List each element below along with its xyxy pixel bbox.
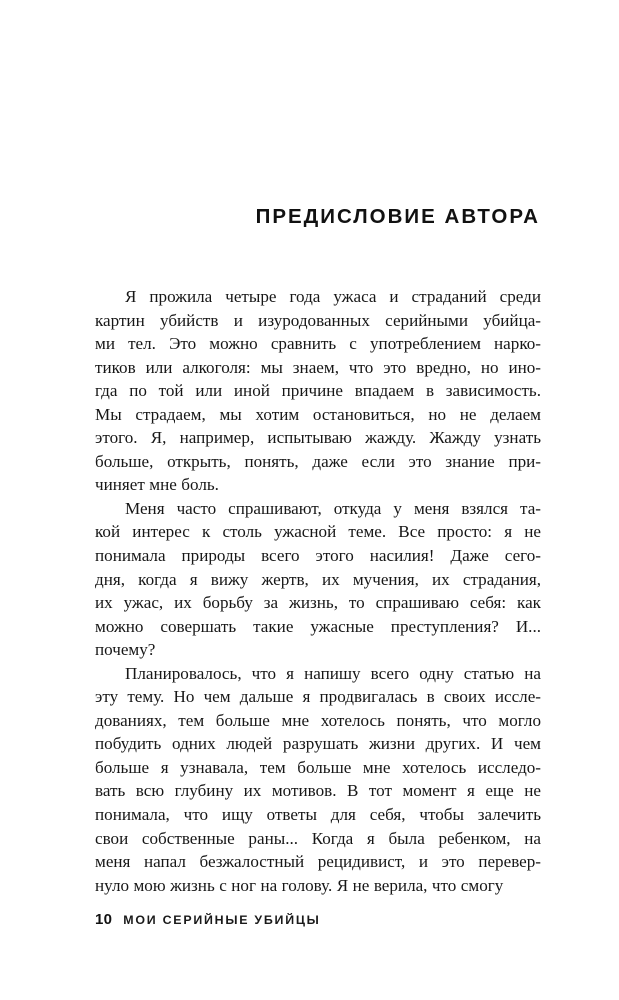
- text-line: дня, когда я вижу жертв, их мучения, их страдания,: [95, 569, 541, 589]
- page-footer: [95, 911, 321, 928]
- text-line: больше, открыть, понять, даже если это знание при-: [95, 451, 541, 471]
- running-head: МОИ СЕРИЙНЫЕ УБИЙЦЫ: [123, 913, 321, 927]
- paragraph-2: [95, 497, 541, 662]
- text-line: картин убийств и изуродованных серийными убийца-: [95, 310, 541, 330]
- page-title: ПРЕДИСЛОВИЕ АВТОРА: [255, 204, 540, 228]
- text-line: понимала природы всего этого насилия! Даже сего-: [95, 546, 541, 566]
- text-line: Я прожила четыре года ужаса и страданий среди: [125, 287, 541, 306]
- text-line: кой интерес к столь ужасной теме. Все просто: я не: [95, 522, 541, 542]
- paragraph-3: [95, 662, 541, 897]
- text-line: Меня часто спрашивают, откуда у меня взялся та-: [125, 498, 541, 518]
- text-line: можно совершать такие ужасные преступления? И...: [95, 616, 541, 636]
- text-line: понимала, что ищу ответы для себя, чтобы залечить: [95, 805, 541, 825]
- text-line: этого. Я, например, испытываю жажду. Жажду узнать: [95, 428, 541, 448]
- text-line: Планировалось, что я напишу всего одну статью на: [125, 663, 541, 683]
- text-line: больше я узнавала, тем больше мне хотелось исследо-: [95, 757, 541, 777]
- text-line: гда по той или иной причине впадаем в зависимость.: [95, 381, 541, 401]
- text-line: вать всю глубину их мотивов. В тот момент я еще не: [95, 781, 541, 801]
- page-number: 10: [95, 911, 113, 928]
- text-line: чиняет мне боль.: [95, 475, 219, 495]
- text-line: меня напал безжалостный рецидивист, и это перевер-: [95, 852, 541, 872]
- text-line: почему?: [95, 640, 156, 660]
- text-line: нуло мою жизнь с ног на голову. Я не верила, что смогу: [95, 875, 504, 895]
- text-line: их ужас, их борьбу за жизнь, то спрашиваю себя: как: [95, 593, 541, 613]
- text-line: побудить одних людей разрушать жизни других. И чем: [95, 734, 541, 754]
- text-line: дованиях, тем больше мне хотелось понять, что могло: [95, 710, 541, 730]
- text-line: свои собственные раны... Когда я была ребенком, на: [95, 828, 541, 848]
- text-line: Мы страдаем, мы хотим остановиться, но не делаем: [95, 404, 541, 424]
- paragraph-1: [95, 285, 541, 497]
- body-text-block: [95, 285, 541, 897]
- text-line: эту тему. Но чем дальше я продвигалась в своих иссле-: [95, 687, 541, 707]
- text-line: тиков или алкоголя: мы знаем, что это вредно, но ино-: [95, 357, 541, 377]
- text-line: ми тел. Это можно сравнить с употреблением нарко-: [95, 334, 541, 354]
